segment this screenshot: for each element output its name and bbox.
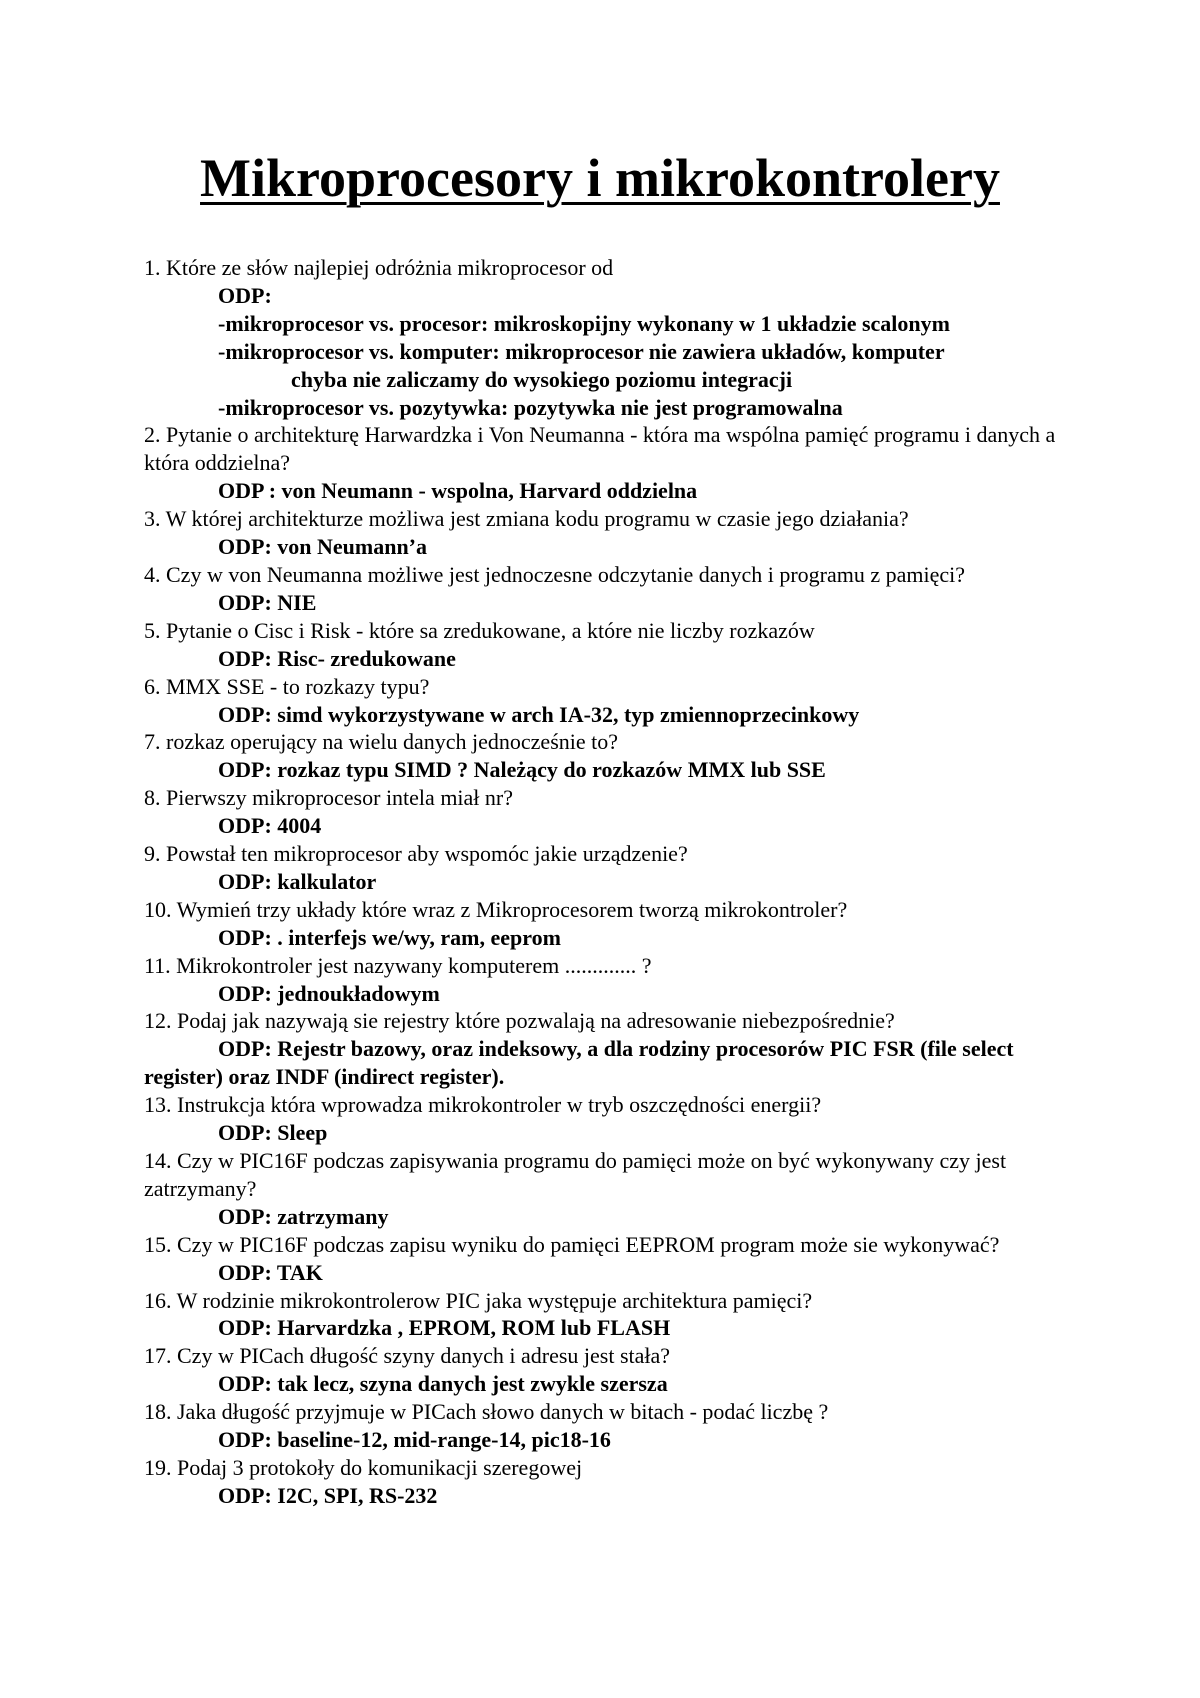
- question-17: 17. Czy w PICach długość szyny danych i adresu jest stała?: [144, 1343, 671, 1369]
- answer-18: ODP: baseline-12, mid-range-14, pic18-16: [218, 1427, 611, 1453]
- question-14: 14. Czy w PIC16F podczas zapisywania programu do pamięci może on być wykonywany czy jest zatrzymany?: [144, 1148, 1007, 1201]
- answer-3: ODP: von Neumann’a: [218, 534, 428, 560]
- question-19: 19. Podaj 3 protokoły do komunikacji szeregowej: [144, 1454, 583, 1480]
- question-9: 9. Powstał ten mikroprocesor aby wspomóc jakie urządzenie?: [144, 841, 688, 867]
- answer-1-line-3: chyba nie zaliczamy do wysokiego poziomu integracji: [291, 366, 793, 392]
- answer-13: ODP: Sleep: [218, 1120, 328, 1146]
- answer-11: ODP: jednoukładowym: [218, 980, 440, 1006]
- answer-12: ODP: Rejestr bazowy, oraz indeksowy, a dla rodziny procesorów PIC FSR (file select register) oraz INDF (indirect register).: [144, 1036, 1014, 1090]
- question-1: 1. Które ze słów najlepiej odróżnia mikroprocesor od: [144, 255, 614, 280]
- question-13: 13. Instrukcja która wprowadza mikrokontroler w tryb oszczędności energii?: [144, 1092, 822, 1118]
- answer-4: ODP: NIE: [218, 589, 317, 615]
- question-11: 11. Mikrokontroler jest nazywany komputerem ............. ?: [144, 952, 652, 978]
- question-16: 16. W rodzinie mikrokontrolerow PIC jaka występuje architektura pamięci?: [144, 1287, 813, 1313]
- answer-1-label: ODP:: [218, 282, 272, 308]
- question-12: 12. Podaj jak nazywają sie rejestry które pozwalają na adresowanie niebezpośrednie?: [144, 1008, 895, 1034]
- answer-1-line-2: -mikroprocesor vs. komputer: mikroprocesor nie zawiera układów, komputer: [218, 338, 945, 364]
- answer-10: ODP: . interfejs we/wy, ram, eeprom: [218, 924, 561, 950]
- answer-7: ODP: rozkaz typu SIMD ? Należący do rozkazów MMX lub SSE: [218, 757, 826, 783]
- question-4: 4. Czy w von Neumanna możliwe jest jednoczesne odczytanie danych i programu z pamięci?: [144, 561, 966, 587]
- answer-5: ODP: Risc- zredukowane: [218, 645, 456, 671]
- document-title: Mikroprocesory i mikrokontrolery: [200, 148, 1000, 208]
- question-18: 18. Jaka długość przyjmuje w PICach słowo danych w bitach - podać liczbę ?: [144, 1399, 829, 1425]
- answer-16: ODP: Harvardzka , EPROM, ROM lub FLASH: [218, 1315, 671, 1341]
- qa-list: [144, 254, 1074, 1510]
- question-10: 10. Wymień trzy układy które wraz z Mikroprocesorem tworzą mikrokontroler?: [144, 896, 848, 922]
- answer-2: ODP : von Neumann - wspolna, Harvard oddzielna: [218, 478, 698, 504]
- question-2: 2. Pytanie o architekturę Harwardzka i Von Neumanna - która ma wspólna pamięć programu i danych a która oddzielna?: [144, 422, 1056, 476]
- answer-1-line-4: -mikroprocesor vs. pozytywka: pozytywka nie jest programowalna: [218, 394, 843, 420]
- question-5: 5. Pytanie o Cisc i Risk - które sa zredukowane, a które nie liczby rozkazów: [144, 617, 815, 643]
- answer-19: ODP: I2C, SPI, RS-232: [218, 1482, 438, 1508]
- question-7: 7. rozkaz operujący na wielu danych jednocześnie to?: [144, 729, 619, 755]
- answer-15: ODP: TAK: [218, 1259, 323, 1285]
- answer-9: ODP: kalkulator: [218, 868, 377, 894]
- answer-1-line-1: -mikroprocesor vs. procesor: mikroskopijny wykonany w 1 układzie scalonym: [218, 310, 950, 336]
- question-6: 6. MMX SSE - to rozkazy typu?: [144, 673, 430, 699]
- answer-14: ODP: zatrzymany: [218, 1203, 389, 1229]
- question-8: 8. Pierwszy mikroprocesor intela miał nr?: [144, 785, 514, 811]
- answer-8: ODP: 4004: [218, 813, 322, 839]
- answer-17: ODP: tak lecz, szyna danych jest zwykle szersza: [218, 1371, 668, 1397]
- question-3: 3. W której architekturze możliwa jest zmiana kodu programu w czasie jego działania?: [144, 506, 909, 532]
- answer-6: ODP: simd wykorzystywane w arch IA-32, typ zmiennoprzecinkowy: [218, 701, 860, 727]
- question-15: 15. Czy w PIC16F podczas zapisu wyniku do pamięci EEPROM program może sie wykonywać?: [144, 1231, 1000, 1257]
